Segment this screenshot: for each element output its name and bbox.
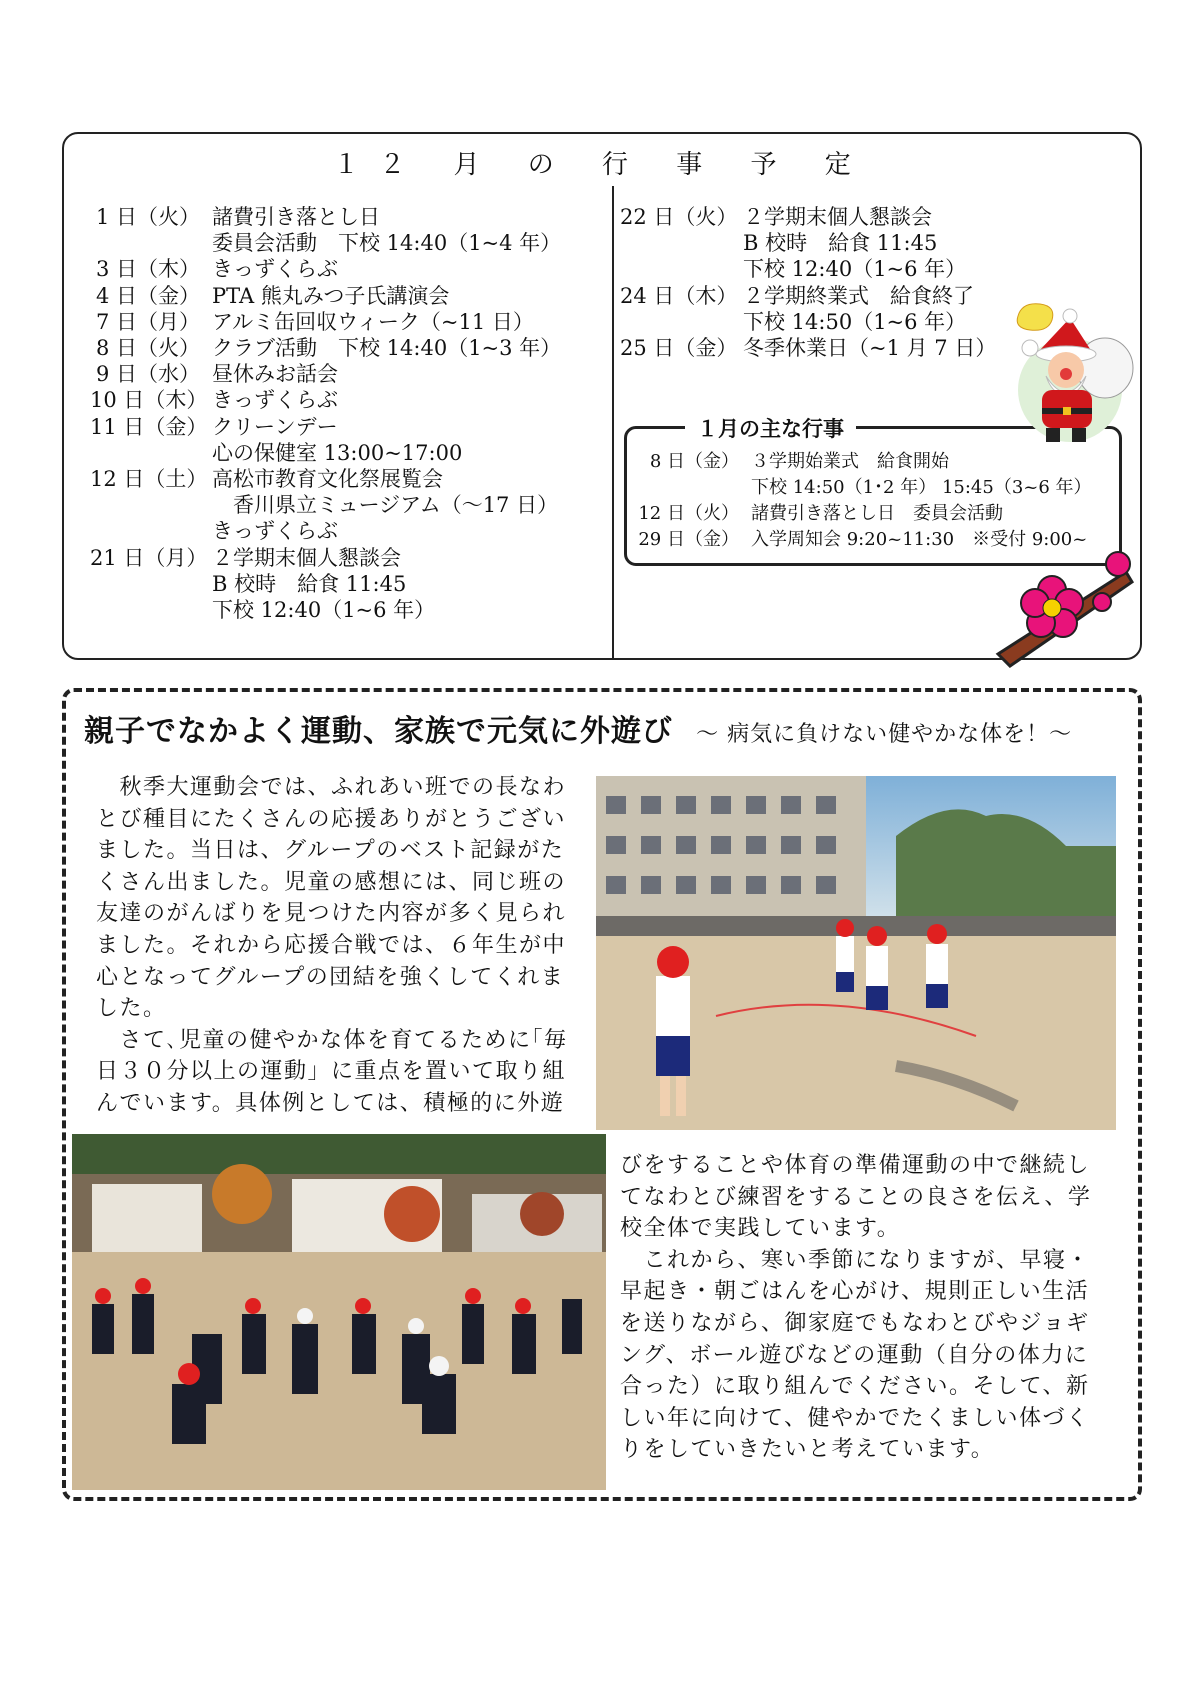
text-line: とび種目にたくさんの応援ありがとうござい [96, 806, 567, 832]
event-date: 29 日（金） [638, 529, 739, 550]
event-line: クリーンデー [212, 414, 338, 439]
event-date: 8 日（火） [95, 336, 200, 361]
event-line: アルミ缶回収ウィーク（~11 日） [212, 309, 534, 334]
event-date: 4 日（金） [95, 283, 200, 308]
event-date: 11 日（金） [90, 414, 208, 439]
text-line: んでいます。具体例としては、積極的に外遊 [96, 1090, 565, 1116]
event-line: B 校時 給食 11:45 [212, 571, 407, 596]
event-line: きっずくらぶ [212, 257, 338, 282]
december-schedule-box [62, 132, 1142, 660]
text-line: さて､児童の健やかな体を育てるために｢毎 [96, 1027, 568, 1053]
event-details [212, 387, 610, 413]
text-line: 校全体で実践しています。 [620, 1216, 901, 1242]
event-row [90, 335, 610, 361]
event-details [212, 361, 610, 387]
event-details [743, 204, 1020, 283]
running-children-photo [72, 1134, 606, 1490]
event-date: 21 日（月） [90, 545, 208, 570]
schedule-title: １２ 月 の 行 事 予 定 [333, 150, 871, 180]
event-line: 下校 12:40（1~6 年） [743, 257, 967, 282]
text-line: ング、ボール遊びなどの運動（自分の体力に [620, 1342, 1089, 1368]
text-line: 秋季大運動会では、ふれあい班での長なわ [96, 775, 567, 800]
event-row [90, 466, 610, 545]
event-date: 7 日（月） [95, 309, 200, 334]
event-line: きっずくらぶ [212, 388, 338, 413]
column-divider [612, 186, 614, 660]
event-date: 12 日（土） [90, 467, 208, 492]
schedule-right-column [620, 204, 1020, 361]
event-line: ２学期末個人懇談会 [212, 545, 401, 570]
event-row [90, 387, 610, 413]
exercise-article-box [62, 688, 1142, 1501]
event-date: 25 日（金） [620, 336, 738, 361]
january-event-list [633, 449, 1092, 553]
event-row [633, 501, 1092, 527]
event-details [212, 545, 610, 624]
article-headline: 親子でなかよく運動、家族で元気に外遊び [84, 714, 673, 749]
event-date: 8 日（金） [649, 451, 739, 472]
event-row [90, 545, 610, 624]
event-line: 冬季休業日（~1 月 7 日） [743, 336, 997, 361]
event-date: 3 日（木） [95, 257, 200, 282]
event-row [620, 335, 1020, 361]
event-details [751, 449, 1092, 501]
event-details [212, 466, 610, 545]
jump-rope-photo [596, 776, 1116, 1130]
event-line: ２学期末個人懇談会 [743, 205, 932, 229]
text-line: てなわとび練習をすることの良さを伝え、学 [620, 1184, 1092, 1210]
event-details [743, 335, 1020, 361]
text-line: した。 [96, 996, 167, 1022]
text-line: ました。当日は、グループのベスト記録がた [96, 838, 565, 864]
event-date: 10 日（木） [90, 388, 208, 413]
event-date: 1 日（火） [95, 205, 200, 229]
event-row [90, 204, 610, 256]
event-line: きっずくらぶ [212, 519, 338, 544]
event-row [90, 414, 610, 466]
event-line: 諸費引き落とし日 委員会活動 [751, 503, 1003, 524]
event-row [620, 283, 1020, 335]
event-row [90, 283, 610, 309]
event-details [751, 501, 1092, 527]
event-line: 昼休みお話会 [212, 362, 338, 387]
santa-illustration [1000, 290, 1140, 450]
event-details [212, 204, 610, 256]
text-line: しい年に向けて、健やかでたくましい体づく [620, 1405, 1090, 1431]
event-line: 下校 14:50（1･2 年） 15:45（3~6 年） [751, 477, 1092, 498]
text-line: 心となってグループの団結を強くしてくれま [96, 964, 565, 990]
event-line: 高松市教育文化祭展覧会 [212, 467, 443, 492]
event-line: 心の保健室 13:00~17:00 [212, 440, 463, 465]
event-date: 24 日（木） [620, 283, 738, 308]
text-line: 早起き・朝ごはんを心がけ、規則正しい生活 [620, 1279, 1090, 1305]
article-subheadline: ～ 病気に負けない健やかな体を！～ [696, 722, 1073, 747]
text-line: を送りながら、御家庭でもなわとびやジョギ [620, 1310, 1090, 1336]
event-line: 下校 14:50（1~6 年） [743, 309, 967, 334]
event-date: 12 日（火） [638, 503, 739, 524]
event-date: 22 日（火） [620, 205, 738, 229]
event-details [212, 256, 610, 282]
text-line: 友達のがんばりを見つけた内容が多く見られ [96, 901, 567, 927]
text-line: びをすることや体育の準備運動の中で継続し [620, 1153, 1091, 1178]
event-details [212, 283, 610, 309]
article-text-top [96, 772, 596, 1120]
text-line: 日３０分以上の運動」に重点を置いて取り組 [96, 1059, 567, 1085]
event-details [212, 309, 610, 335]
event-line: 香川県立ミュージアム（～17 日） [212, 493, 559, 518]
event-line: PTA 熊丸みつ子氏講演会 [212, 283, 450, 308]
event-row [90, 309, 610, 335]
event-details [743, 283, 1020, 335]
event-row [90, 256, 610, 282]
event-line: クラブ活動 下校 14:40（1~3 年） [212, 336, 562, 361]
event-line: 委員会活動 下校 14:40（1~4 年） [212, 231, 562, 256]
plum-blossom-illustration [990, 550, 1140, 670]
event-details [212, 335, 610, 361]
text-line: くさん出ました。児童の感想には、同じ班の [96, 869, 567, 895]
event-date: 9 日（水） [95, 362, 200, 387]
event-row [633, 449, 1092, 501]
event-row [620, 204, 1020, 283]
january-title: １月の主な行事 [685, 413, 856, 443]
event-row [90, 361, 610, 387]
event-line: 下校 12:40（1~6 年） [212, 598, 436, 623]
event-line: ３学期始業式 給食開始 [751, 451, 949, 472]
text-line: りをしていきたいと考えています。 [620, 1437, 995, 1463]
text-line: 合った）に取り組んでください。そして、新 [620, 1374, 1090, 1400]
article-text-bottom [620, 1150, 1120, 1466]
event-line: B 校時 給食 11:45 [743, 231, 938, 256]
event-line: 入学周知会 9:20~11:30 ※受付 9:00~ [751, 529, 1088, 550]
text-line: ました。それから応援合戦では、６年生が中 [96, 932, 567, 958]
event-line: ２学期終業式 給食終了 [743, 283, 974, 308]
schedule-left-column [90, 204, 610, 623]
article-headline-row [84, 706, 1072, 750]
text-line: これから、寒い季節になりますが、早寝・ [620, 1247, 1091, 1273]
event-details [212, 414, 610, 466]
event-line: 諸費引き落とし日 [212, 205, 380, 229]
